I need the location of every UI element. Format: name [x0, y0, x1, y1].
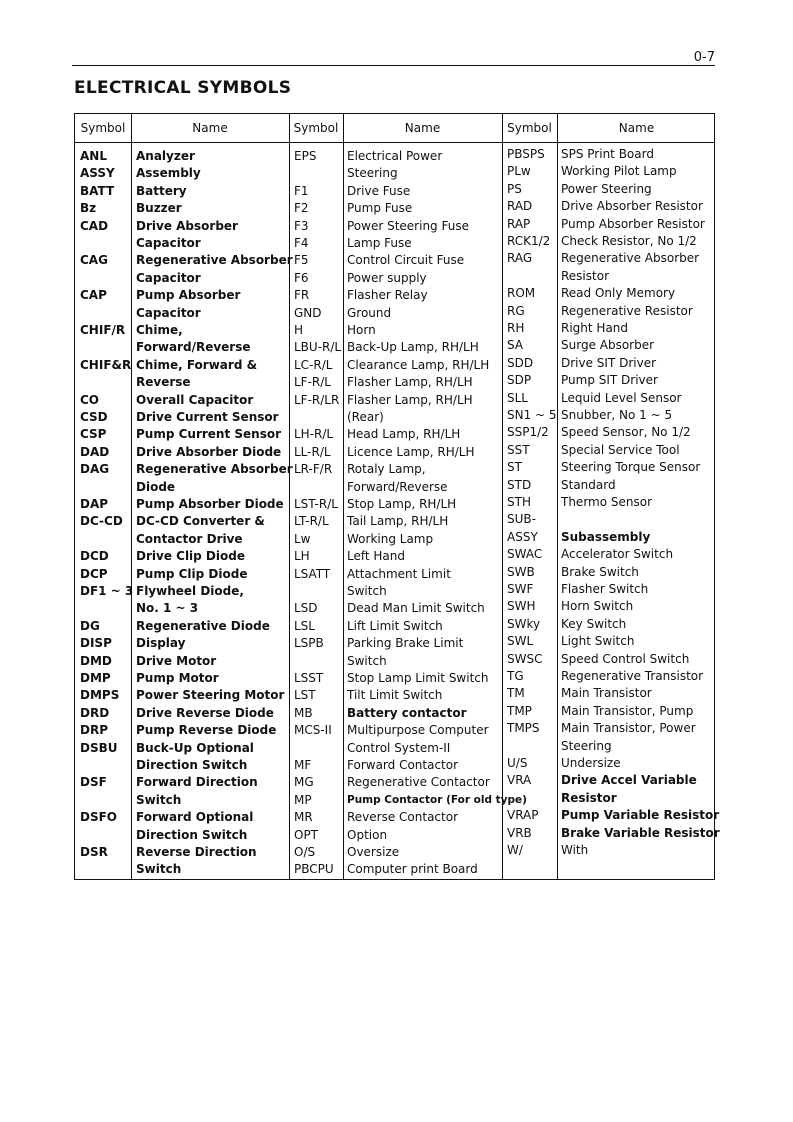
- name-cell: Pump SIT Driver: [561, 373, 658, 388]
- symbol-cell: LST: [294, 688, 316, 703]
- symbol-cell: BATT: [80, 183, 115, 198]
- symbol-cell: RAG: [507, 251, 533, 266]
- name-cell: Head Lamp, RH/LH: [347, 427, 461, 442]
- symbol-cell: MR: [294, 810, 313, 825]
- symbol-cell: ST: [507, 460, 522, 475]
- name-cell: Power Steering Fuse: [347, 218, 469, 233]
- symbol-cell: STH: [507, 495, 531, 509]
- name-cell: DC-CD Converter &: [136, 514, 265, 529]
- symbol-cell: DCP: [80, 566, 108, 581]
- name-cell: Main Transistor, Pump: [561, 703, 694, 718]
- name-cell: Chime, Forward &: [136, 357, 258, 372]
- symbol-cell: SST: [507, 442, 530, 457]
- name-cell: Clearance Lamp, RH/LH: [347, 357, 490, 372]
- symbol-cell: MB: [294, 705, 313, 720]
- symbol-cell: RAD: [507, 199, 533, 214]
- name-cell: Steering Torque Sensor: [561, 460, 701, 475]
- name-cell: Working Pilot Lamp: [561, 164, 677, 179]
- symbol-cell: LC-R/L: [294, 357, 333, 372]
- column-group-1: [75, 114, 293, 879]
- symbol-cell: DMPS: [80, 688, 120, 703]
- name-cell: Control System-II: [347, 740, 451, 755]
- symbol-cell: RH: [507, 321, 525, 335]
- name-cell: Ground: [347, 305, 392, 320]
- name-header: Name: [192, 121, 228, 135]
- symbol-cell: MF: [294, 758, 312, 772]
- name-cell: With: [561, 843, 589, 857]
- name-cell: Working Lamp: [347, 531, 434, 546]
- symbol-cell: F6: [294, 270, 309, 285]
- name-cell: Regenerative Transistor: [561, 669, 704, 683]
- name-cell: Drive Current Sensor: [136, 410, 279, 424]
- name-header: Name: [404, 121, 441, 135]
- name-cell: Switch: [136, 862, 182, 877]
- symbol-cell: VRAP: [507, 808, 539, 823]
- column-group-3: [502, 114, 720, 879]
- name-cell: Pump Absorber: [136, 288, 241, 303]
- name-cell: Battery: [136, 183, 187, 198]
- symbol-cell: CSP: [80, 427, 107, 442]
- name-cell: (Rear): [347, 410, 384, 424]
- name-cell: Left Hand: [347, 549, 405, 564]
- name-cell: Contactor Drive: [136, 531, 243, 546]
- symbol-cell: LF-R/LR: [294, 392, 340, 407]
- name-cell: Flasher Relay: [347, 288, 428, 303]
- symbol-cell: LH-R/L: [294, 427, 334, 442]
- name-cell: Horn: [347, 323, 376, 337]
- symbol-cell: VRA: [507, 773, 532, 788]
- name-cell: Drive Fuse: [347, 183, 411, 198]
- symbol-header: Symbol: [80, 121, 126, 135]
- symbol-cell: LSPB: [294, 636, 324, 651]
- symbol-cell: LSATT: [294, 566, 331, 581]
- name-cell: Brake Variable Resistor: [561, 825, 720, 840]
- symbol-cell: W/: [507, 843, 523, 857]
- symbol-cell: DAP: [80, 497, 109, 511]
- name-cell: Right Hand: [561, 321, 629, 335]
- name-cell: Direction Switch: [136, 827, 248, 842]
- symbol-cell: H: [294, 323, 304, 337]
- name-cell: Dead Man Limit Switch: [347, 601, 485, 616]
- name-cell: Diode: [136, 479, 176, 494]
- name-cell: Regenerative Absorber: [136, 253, 293, 268]
- symbol-cell: LBU-R/L: [294, 340, 342, 355]
- name-cell: Capacitor: [136, 270, 201, 285]
- symbol-cell: LL-R/L: [294, 444, 331, 459]
- symbol-cell: DRP: [80, 723, 108, 738]
- name-cell: Lequid Level Sensor: [561, 390, 682, 405]
- symbol-cell: MG: [294, 775, 314, 790]
- symbol-cell: LF-R/L: [294, 375, 331, 390]
- symbol-cell: LT-R/L: [294, 514, 329, 529]
- name-cell: Drive Motor: [136, 653, 217, 668]
- symbol-cell: DMP: [80, 671, 111, 685]
- name-cell: Pump Fuse: [347, 201, 413, 216]
- symbol-cell: PBSPS: [507, 147, 545, 161]
- symbol-cell: CHIF&R: [80, 357, 132, 372]
- name-cell: Drive Clip Diode: [136, 549, 245, 564]
- symbol-cell: RCK1/2: [507, 234, 551, 248]
- symbol-cell: LSD: [294, 601, 318, 616]
- name-cell: Regenerative Resistor: [561, 303, 693, 318]
- name-cell: Reverse Direction: [136, 845, 257, 859]
- name-cell: Switch: [347, 584, 387, 598]
- symbol-cell: SWSC: [507, 651, 543, 666]
- name-cell: Regenerative Contactor: [347, 775, 490, 790]
- name-cell: Flywheel Diode,: [136, 584, 244, 598]
- name-cell: Multipurpose Computer: [347, 723, 489, 738]
- name-cell: Parking Brake Limit: [347, 636, 464, 651]
- name-cell: Display: [136, 636, 186, 651]
- name-cell: Buzzer: [136, 201, 182, 216]
- name-cell: Steering: [347, 166, 398, 181]
- symbol-cell: DAD: [80, 444, 110, 459]
- symbol-cell: SWL: [507, 634, 534, 649]
- symbol-cell: LR-F/R: [294, 462, 333, 477]
- name-cell: Tilt Limit Switch: [347, 688, 443, 703]
- symbol-cell: CHIF/R: [80, 323, 126, 337]
- name-cell: Pump Variable Resistor: [561, 808, 720, 823]
- symbol-cell: SWky: [507, 616, 541, 631]
- name-cell: Drive SIT Driver: [561, 355, 657, 370]
- name-cell: Capacitor: [136, 236, 201, 250]
- symbols-table: [74, 113, 720, 880]
- name-cell: Flasher Lamp, RH/LH: [347, 375, 473, 390]
- name-cell: Drive Absorber Resistor: [561, 199, 703, 214]
- symbol-cell: SA: [507, 338, 524, 353]
- name-cell: Computer print Board: [347, 862, 478, 877]
- name-cell: Flasher Lamp, RH/LH: [347, 392, 473, 407]
- symbol-cell: STD: [507, 477, 532, 492]
- symbol-cell: SWB: [507, 564, 535, 579]
- symbol-cell: DF1 ~ 3: [80, 584, 134, 598]
- name-cell: Electrical Power: [347, 149, 443, 163]
- name-cell: Drive Reverse Diode: [136, 705, 274, 720]
- symbol-cell: TMP: [507, 703, 532, 718]
- symbol-cell: SWAC: [507, 547, 543, 562]
- name-cell: Speed Control Switch: [561, 651, 690, 666]
- symbol-cell: DSFO: [80, 810, 118, 825]
- symbol-cell: PLw: [507, 164, 531, 179]
- name-cell: Resistor: [561, 268, 609, 283]
- name-cell: Rotaly Lamp,: [347, 462, 426, 477]
- name-cell: Regenerative Diode: [136, 618, 270, 633]
- name-cell: Back-Up Lamp, RH/LH: [347, 340, 479, 355]
- name-cell: Speed Sensor, No 1/2: [561, 425, 691, 440]
- name-cell: Direction Switch: [136, 758, 248, 772]
- symbol-cell: VRB: [507, 825, 532, 840]
- name-cell: Lamp Fuse: [347, 236, 412, 250]
- symbol-cell: SDP: [507, 373, 532, 388]
- symbol-cell: F3: [294, 218, 309, 233]
- header-rule: [72, 65, 715, 66]
- symbol-cell: RG: [507, 303, 525, 318]
- symbol-cell: PBCPU: [294, 862, 334, 877]
- name-cell: Flasher Switch: [561, 582, 649, 596]
- name-cell: Regenerative Absorber: [561, 251, 700, 266]
- symbol-cell: DSBU: [80, 740, 118, 755]
- symbol-cell: SWH: [507, 599, 536, 614]
- symbol-cell: SLL: [507, 390, 528, 405]
- name-cell: Pump Absorber Diode: [136, 497, 284, 511]
- page-title: ELECTRICAL SYMBOLS: [74, 78, 292, 98]
- name-cell: Thermo Sensor: [561, 495, 653, 509]
- symbol-cell: SDD: [507, 355, 534, 370]
- name-cell: Oversize: [347, 845, 400, 859]
- name-cell: Assembly: [136, 166, 201, 181]
- name-cell: Power Steering: [561, 181, 652, 196]
- symbol-cell: F1: [294, 183, 309, 198]
- symbol-cell: CO: [80, 392, 100, 407]
- symbol-cell: SUB-: [507, 512, 536, 527]
- symbol-cell: TM: [507, 686, 525, 701]
- symbol-cell: TG: [507, 669, 524, 683]
- symbol-cell: TMPS: [507, 721, 540, 736]
- name-cell: Brake Switch: [561, 564, 639, 579]
- symbol-cell: FR: [294, 288, 310, 303]
- symbol-cell: Lw: [294, 531, 311, 546]
- name-cell: Reverse: [136, 375, 191, 390]
- symbol-cell: ASSY: [507, 529, 538, 544]
- symbol-cell: F4: [294, 236, 309, 250]
- symbol-cell: DAG: [80, 462, 110, 477]
- name-cell: Power supply: [347, 270, 427, 285]
- name-cell: Tail Lamp, RH/LH: [347, 514, 449, 529]
- name-cell: Analyzer: [136, 149, 195, 163]
- name-cell: Switch: [136, 792, 182, 807]
- symbol-cell: LSST: [294, 671, 324, 685]
- name-cell: Special Service Tool: [561, 442, 680, 457]
- symbol-cell: O/S: [294, 845, 316, 859]
- name-cell: Overall Capacitor: [136, 392, 254, 407]
- name-cell: Battery contactor: [347, 705, 467, 720]
- symbol-cell: DISP: [80, 636, 112, 651]
- name-cell: Forward Optional: [136, 810, 254, 825]
- symbol-cell: DSF: [80, 775, 107, 790]
- name-cell: Licence Lamp, RH/LH: [347, 444, 475, 459]
- name-cell: Undersize: [561, 756, 621, 770]
- name-cell: Standard: [561, 477, 616, 492]
- symbol-cell: SWF: [507, 582, 534, 596]
- name-cell: Subassembly: [561, 529, 651, 544]
- name-cell: Pump Clip Diode: [136, 566, 248, 581]
- name-cell: Resistor: [561, 790, 617, 805]
- name-cell: Switch: [347, 653, 387, 668]
- symbol-cell: ASSY: [80, 166, 115, 181]
- symbol-cell: CAP: [80, 288, 107, 303]
- name-cell: Drive Absorber Diode: [136, 444, 282, 459]
- name-cell: Stop Lamp, RH/LH: [347, 497, 457, 511]
- name-cell: Pump Contactor (For old type): [347, 793, 527, 806]
- name-cell: Reverse Contactor: [347, 810, 459, 825]
- name-cell: SPS Print Board: [561, 147, 654, 161]
- symbol-cell: PS: [507, 181, 522, 196]
- symbol-cell: OPT: [294, 827, 319, 842]
- symbol-cell: CAG: [80, 253, 108, 268]
- symbol-cell: EPS: [294, 149, 317, 163]
- name-cell: Forward/Reverse: [347, 479, 448, 494]
- symbol-cell: LH: [294, 549, 310, 564]
- symbol-cell: ROM: [507, 286, 536, 301]
- name-cell: Pump Reverse Diode: [136, 723, 277, 738]
- name-cell: Buck-Up Optional: [136, 740, 254, 755]
- symbol-cell: DMD: [80, 653, 112, 668]
- symbol-header: Symbol: [507, 121, 552, 135]
- name-cell: Horn Switch: [561, 599, 634, 614]
- name-cell: Capacitor: [136, 305, 201, 320]
- symbol-cell: DG: [80, 618, 100, 633]
- name-cell: Drive Absorber: [136, 218, 238, 233]
- page-number: 0-7: [693, 50, 715, 65]
- symbol-cell: ANL: [80, 149, 107, 163]
- name-cell: Chime,: [136, 323, 183, 337]
- name-cell: Power Steering Motor: [136, 688, 285, 703]
- name-cell: Snubber, No 1 ~ 5: [561, 408, 673, 422]
- name-cell: Control Circuit Fuse: [347, 253, 465, 268]
- name-cell: No. 1 ~ 3: [136, 601, 199, 616]
- name-cell: Steering: [561, 738, 612, 753]
- symbol-cell: CAD: [80, 218, 109, 233]
- name-cell: Check Resistor, No 1/2: [561, 234, 697, 248]
- name-header: Name: [618, 121, 655, 135]
- name-cell: Main Transistor, Power: [561, 721, 696, 736]
- name-cell: Main Transistor: [561, 686, 652, 701]
- symbol-cell: DC-CD: [80, 514, 123, 529]
- name-cell: Pump Absorber Resistor: [561, 216, 705, 231]
- symbol-cell: Bz: [80, 201, 97, 216]
- name-cell: Regenerative Absorber: [136, 462, 293, 477]
- symbol-cell: SN1 ~ 5: [507, 408, 557, 422]
- symbol-cell: F5: [294, 253, 309, 268]
- symbol-cell: MCS-II: [294, 723, 332, 738]
- name-cell: Accelerator Switch: [561, 547, 674, 562]
- symbol-cell: GND: [294, 305, 322, 320]
- name-cell: Key Switch: [561, 616, 627, 631]
- symbol-cell: U/S: [507, 756, 528, 770]
- symbol-header: Symbol: [293, 121, 339, 135]
- name-cell: Forward/Reverse: [136, 340, 251, 355]
- symbol-cell: LSL: [294, 618, 315, 633]
- symbol-cell: CSD: [80, 410, 108, 424]
- symbol-cell: RAP: [507, 216, 531, 231]
- name-cell: Attachment Limit: [347, 566, 451, 581]
- symbol-cell: MP: [294, 792, 312, 807]
- name-cell: Surge Absorber: [561, 338, 655, 353]
- name-cell: Light Switch: [561, 634, 635, 649]
- name-cell: Forward Contactor: [347, 758, 459, 772]
- symbol-cell: DSR: [80, 845, 108, 859]
- name-cell: Pump Motor: [136, 671, 219, 685]
- symbol-cell: DRD: [80, 705, 110, 720]
- symbol-cell: F2: [294, 201, 309, 216]
- name-cell: Read Only Memory: [561, 286, 676, 301]
- name-cell: Forward Direction: [136, 775, 258, 790]
- symbol-cell: LST-R/L: [294, 497, 338, 511]
- name-cell: Pump Current Sensor: [136, 427, 282, 442]
- symbol-cell: SSP1/2: [507, 425, 549, 440]
- name-cell: Stop Lamp Limit Switch: [347, 671, 489, 685]
- symbol-cell: DCD: [80, 549, 109, 564]
- name-cell: Drive Accel Variable: [561, 773, 697, 788]
- name-cell: Lift Limit Switch: [347, 618, 443, 633]
- name-cell: Option: [347, 827, 388, 842]
